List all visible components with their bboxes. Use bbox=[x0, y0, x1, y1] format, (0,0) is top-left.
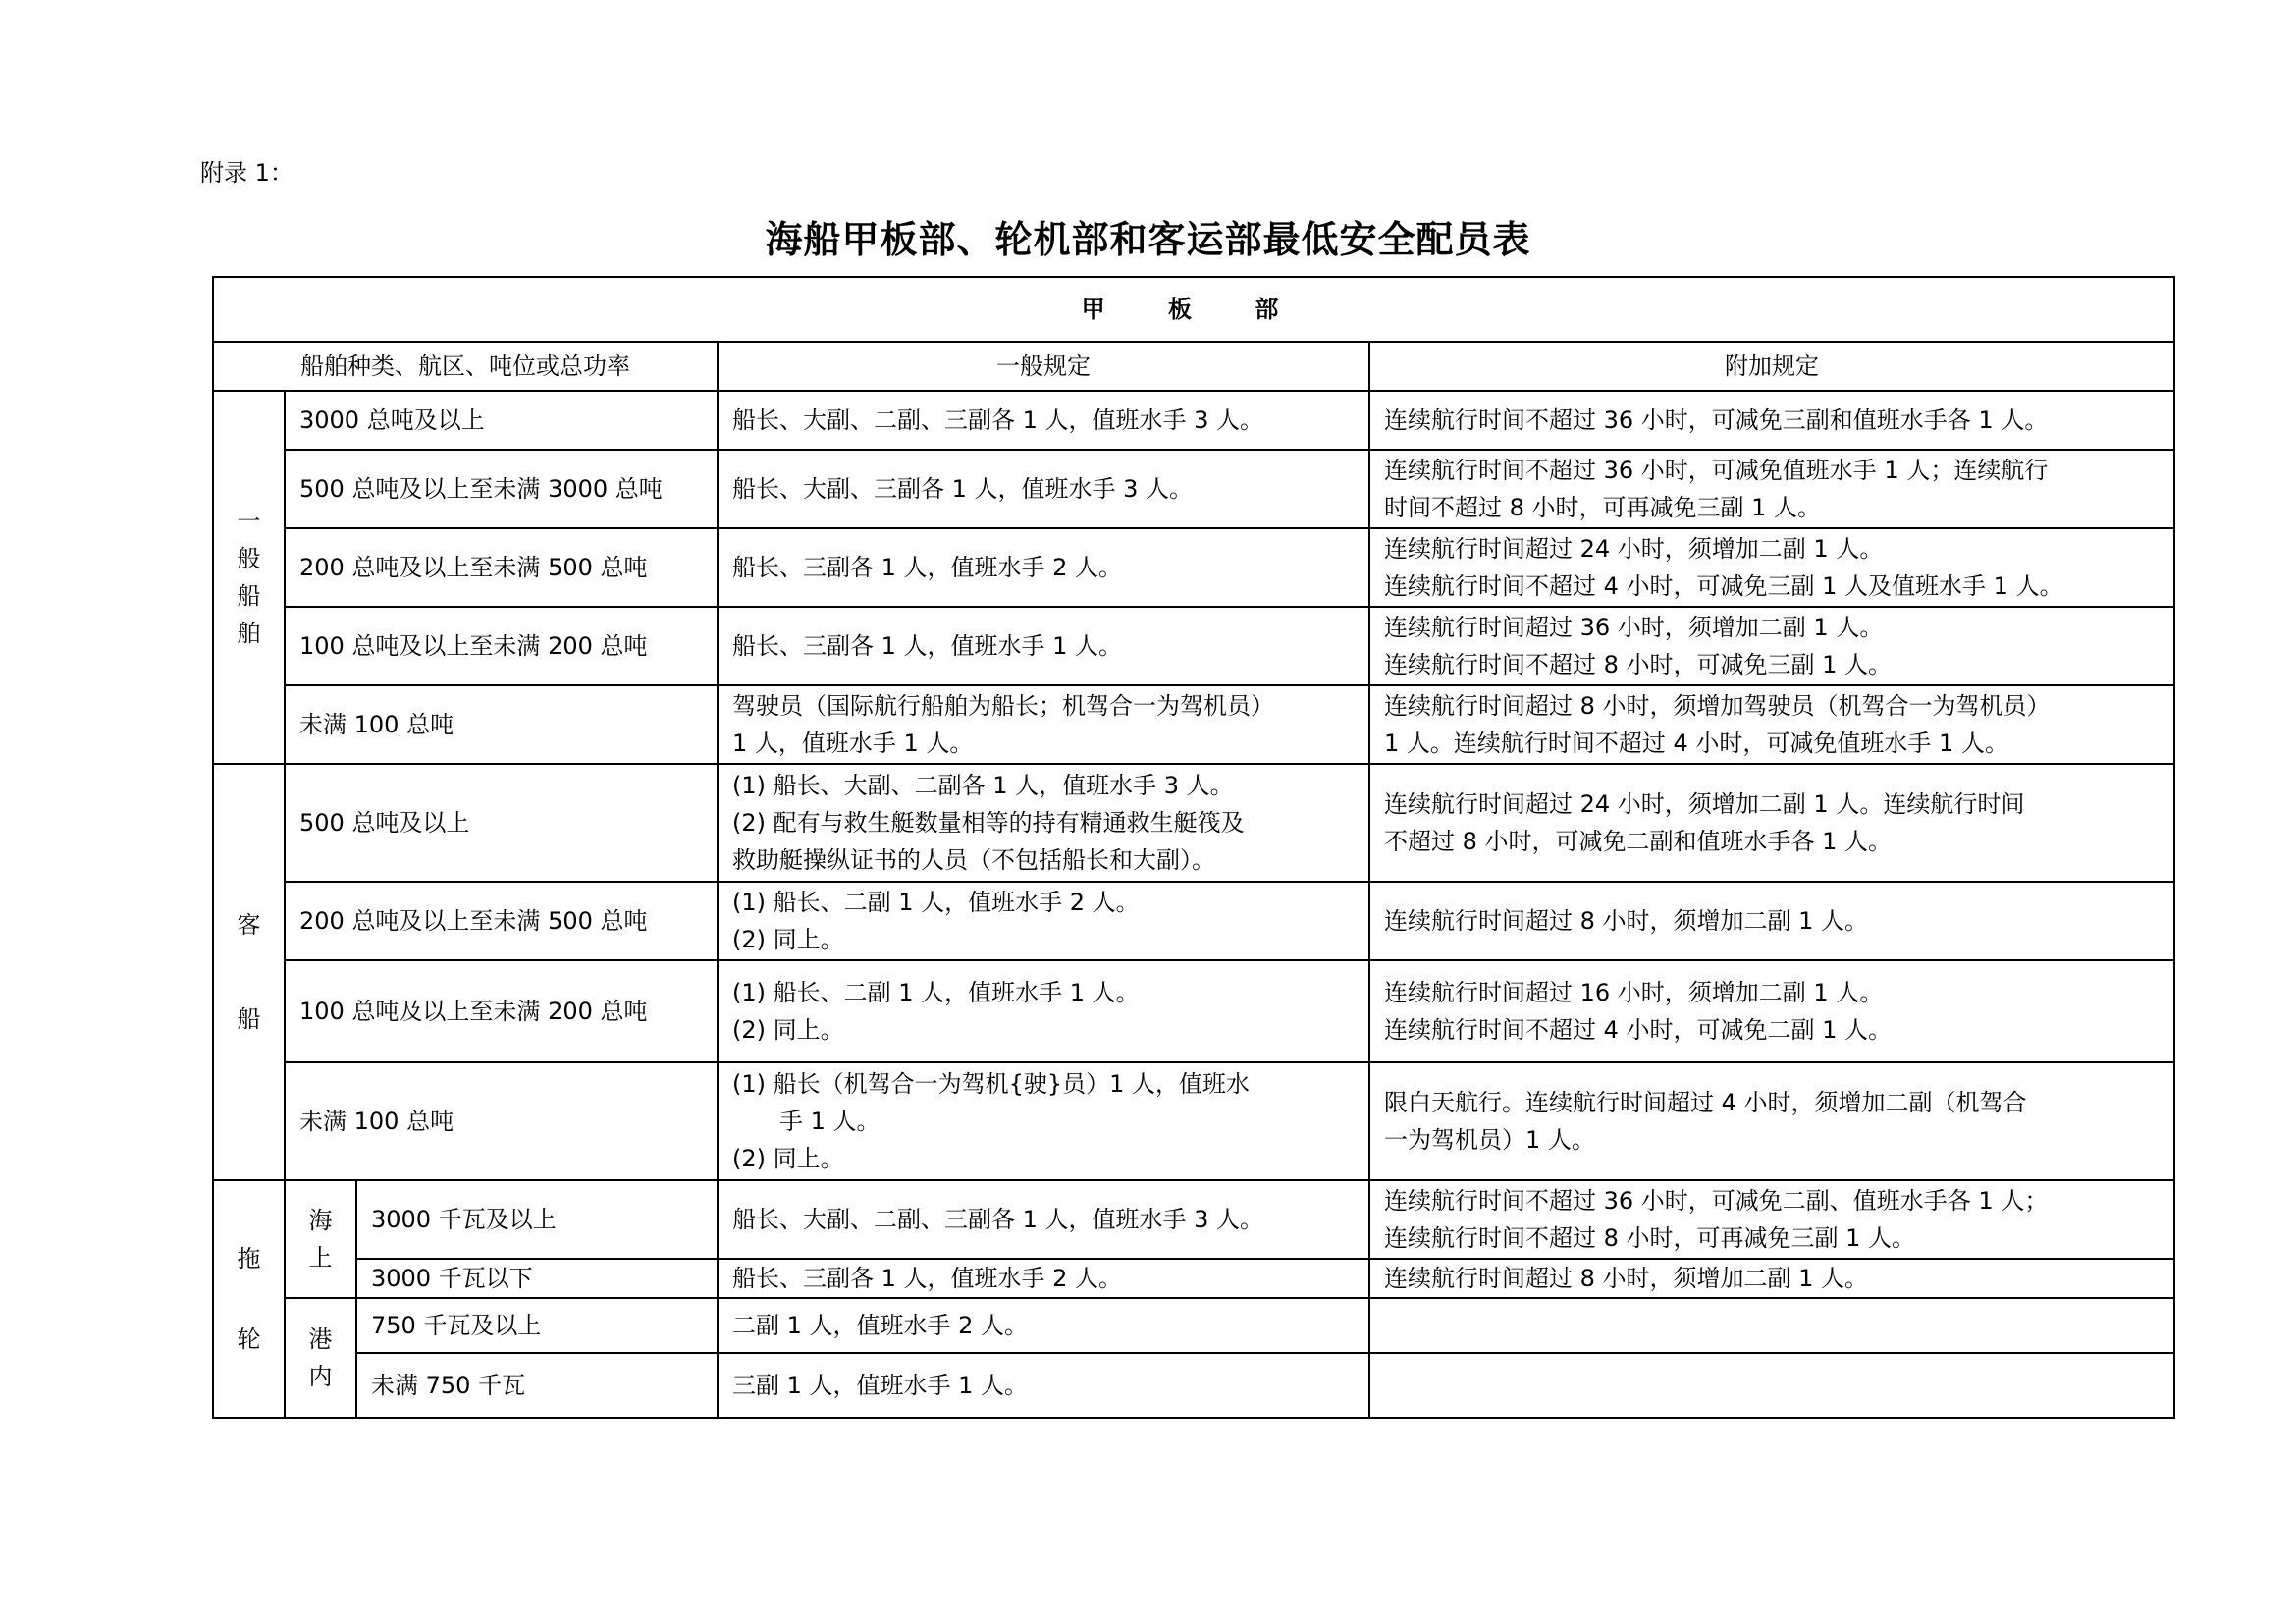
rule-line: 连续航行时间超过 8 小时，须增加驾驶员（机驾合一为驾机员） bbox=[1384, 692, 2051, 720]
section-header-text: 甲 板 部 bbox=[1081, 296, 1307, 323]
tonnage-cell: 200 总吨及以上至未满 500 总吨 bbox=[285, 528, 718, 607]
rule-line: 连续航行时间不超过 36 小时，可减免三副和值班水手各 1 人。 bbox=[1384, 406, 2049, 434]
additional-rule-cell bbox=[1369, 882, 2174, 960]
additional-rule-cell bbox=[1369, 764, 2174, 882]
tonnage-cell: 100 总吨及以上至未满 200 总吨 bbox=[285, 607, 718, 685]
table-row bbox=[213, 1062, 2174, 1180]
rule-line: (2) 同上。 bbox=[732, 1016, 844, 1044]
rule-line: 连续航行时间不超过 36 小时，可减免值班水手 1 人；连续航行 bbox=[1384, 457, 2049, 484]
table-row bbox=[213, 1180, 2174, 1259]
col-header-additional: 附加规定 bbox=[1369, 342, 2174, 391]
category-char: 拖 bbox=[237, 1245, 261, 1272]
rule-line: 连续航行时间超过 8 小时，须增加二副 1 人。 bbox=[1384, 1265, 1869, 1292]
category-char: 船 bbox=[237, 1005, 261, 1033]
rule-line: (2) 同上。 bbox=[732, 1145, 844, 1172]
rule-line: (1) 船长、二副 1 人，值班水手 2 人。 bbox=[732, 889, 1140, 916]
rule-line: 三副 1 人，值班水手 1 人。 bbox=[732, 1372, 1029, 1399]
table-row bbox=[213, 882, 2174, 960]
rule-line: (1) 船长（机驾合一为驾机{驶}员）1 人，值班水 bbox=[732, 1070, 1251, 1098]
tonnage-cell: 100 总吨及以上至未满 200 总吨 bbox=[285, 960, 718, 1062]
tonnage-cell: 未满 100 总吨 bbox=[285, 1062, 718, 1180]
category-char: 一 bbox=[237, 508, 261, 535]
general-rule-cell bbox=[718, 960, 1369, 1062]
rule-line: 船长、大副、三副各 1 人，值班水手 3 人。 bbox=[732, 475, 1194, 503]
table-row bbox=[213, 1259, 2174, 1298]
additional-rule-cell bbox=[1369, 1062, 2174, 1180]
rule-line: (2) 配有与救生艇数量相等的持有精通救生艇筏及 bbox=[732, 809, 1245, 837]
rule-line: 手 1 人。 bbox=[779, 1108, 881, 1135]
additional-rule-cell bbox=[1369, 960, 2174, 1062]
rule-line: (2) 同上。 bbox=[732, 926, 844, 953]
additional-rule-cell bbox=[1369, 607, 2174, 685]
subcategory-char: 上 bbox=[308, 1244, 333, 1272]
rule-line: 船长、大副、二副、三副各 1 人，值班水手 3 人。 bbox=[732, 406, 1264, 434]
category-char: 轮 bbox=[237, 1326, 261, 1353]
section-header bbox=[213, 277, 2174, 342]
table-row bbox=[213, 685, 2174, 764]
additional-rule-cell bbox=[1369, 450, 2174, 528]
rule-line: 不超过 8 小时，可减免二副和值班水手各 1 人。 bbox=[1384, 828, 1893, 855]
tonnage-cell: 500 总吨及以上 bbox=[285, 764, 718, 882]
power-cell: 3000 千瓦及以上 bbox=[356, 1180, 718, 1259]
rule-line: 限白天航行。连续航行时间超过 4 小时，须增加二副（机驾合 bbox=[1384, 1089, 2027, 1116]
rule-line: 连续航行时间超过 24 小时，须增加二副 1 人。 bbox=[1384, 535, 1884, 563]
rule-line: 时间不超过 8 小时，可再减免三副 1 人。 bbox=[1384, 494, 1822, 521]
tonnage-cell: 3000 总吨及以上 bbox=[285, 391, 718, 450]
general-rule-cell bbox=[718, 528, 1369, 607]
additional-rule-cell bbox=[1369, 1180, 2174, 1259]
col-header-general: 一般规定 bbox=[718, 342, 1369, 391]
rule-line: 船长、大副、二副、三副各 1 人，值班水手 3 人。 bbox=[732, 1206, 1264, 1233]
page-title: 海船甲板部、轮机部和客运部最低安全配员表 bbox=[765, 218, 1531, 261]
rule-line: 连续航行时间超过 36 小时，须增加二副 1 人。 bbox=[1384, 614, 1884, 641]
rule-line: 1 人，值班水手 1 人。 bbox=[732, 730, 974, 757]
rule-line: 一为驾机员）1 人。 bbox=[1384, 1126, 1595, 1154]
table-row bbox=[213, 607, 2174, 685]
rule-line: 1 人。连续航行时间不超过 4 小时，可减免值班水手 1 人。 bbox=[1384, 730, 2008, 757]
additional-rule-cell bbox=[1369, 528, 2174, 607]
rule-line: 二副 1 人，值班水手 2 人。 bbox=[732, 1312, 1029, 1339]
general-rule-cell bbox=[718, 607, 1369, 685]
appendix-label: 附录 1： bbox=[200, 159, 294, 187]
rule-line: (1) 船长、二副 1 人，值班水手 1 人。 bbox=[732, 979, 1140, 1006]
rule-line: 连续航行时间不超过 36 小时，可减免二副、值班水手各 1 人； bbox=[1384, 1187, 2049, 1215]
additional-rule-cell bbox=[1369, 685, 2174, 764]
additional-rule-cell bbox=[1369, 391, 2174, 450]
subcategory-sea bbox=[285, 1180, 356, 1298]
category-char: 船 bbox=[237, 582, 261, 610]
col-header-type: 船舶种类、航区、吨位或总功率 bbox=[213, 342, 718, 391]
category-tugboats bbox=[213, 1180, 285, 1418]
additional-rule-cell bbox=[1369, 1353, 2174, 1418]
rule-line: 连续航行时间不超过 4 小时，可减免二副 1 人。 bbox=[1384, 1016, 1893, 1044]
power-cell: 3000 千瓦以下 bbox=[356, 1259, 718, 1298]
general-rule-cell bbox=[718, 882, 1369, 960]
power-cell: 未满 750 千瓦 bbox=[356, 1353, 718, 1418]
subcategory-port bbox=[285, 1298, 356, 1418]
general-rule-cell bbox=[718, 391, 1369, 450]
rule-line: 救助艇操纵证书的人员（不包括船长和大副）。 bbox=[732, 846, 1215, 874]
column-header-row bbox=[213, 342, 2174, 391]
rule-line: 船长、三副各 1 人，值班水手 1 人。 bbox=[732, 632, 1123, 660]
table-row bbox=[213, 391, 2174, 450]
rule-line: 船长、三副各 1 人，值班水手 2 人。 bbox=[732, 1265, 1123, 1292]
table-row bbox=[213, 960, 2174, 1062]
section-header-row bbox=[213, 277, 2174, 342]
general-rule-cell bbox=[718, 1353, 1369, 1418]
category-passenger-ships bbox=[213, 764, 285, 1180]
subcategory-char: 海 bbox=[308, 1207, 333, 1234]
additional-rule-cell bbox=[1369, 1298, 2174, 1353]
rule-line: 连续航行时间超过 16 小时，须增加二副 1 人。 bbox=[1384, 979, 1884, 1006]
category-char: 客 bbox=[237, 911, 261, 939]
general-rule-cell bbox=[718, 764, 1369, 882]
table-row bbox=[213, 528, 2174, 607]
general-rule-cell bbox=[718, 1259, 1369, 1298]
tonnage-cell: 500 总吨及以上至未满 3000 总吨 bbox=[285, 450, 718, 528]
table-row bbox=[213, 1353, 2174, 1418]
category-general-ships bbox=[213, 391, 285, 764]
table-row bbox=[213, 764, 2174, 882]
rule-line: 连续航行时间不超过 4 小时，可减免三副 1 人及值班水手 1 人。 bbox=[1384, 572, 2063, 600]
general-rule-cell bbox=[718, 1180, 1369, 1259]
rule-line: 连续航行时间超过 24 小时，须增加二副 1 人。连续航行时间 bbox=[1384, 790, 2025, 818]
power-cell: 750 千瓦及以上 bbox=[356, 1298, 718, 1353]
general-rule-cell bbox=[718, 685, 1369, 764]
category-char: 舶 bbox=[237, 620, 261, 647]
additional-rule-cell bbox=[1369, 1259, 2174, 1298]
general-rule-cell bbox=[718, 450, 1369, 528]
category-char: 般 bbox=[237, 545, 261, 572]
tonnage-cell: 未满 100 总吨 bbox=[285, 685, 718, 764]
rule-line: 驾驶员（国际航行船舶为船长；机驾合一为驾机员） bbox=[732, 692, 1274, 720]
subcategory-char: 港 bbox=[308, 1326, 333, 1353]
general-rule-cell bbox=[718, 1298, 1369, 1353]
tonnage-cell: 200 总吨及以上至未满 500 总吨 bbox=[285, 882, 718, 960]
rule-line: 连续航行时间不超过 8 小时，可减免三副 1 人。 bbox=[1384, 651, 1893, 678]
rule-line: 连续航行时间不超过 8 小时，可再减免三副 1 人。 bbox=[1384, 1224, 1916, 1252]
rule-line: 船长、三副各 1 人，值班水手 2 人。 bbox=[732, 554, 1123, 581]
rule-line: 连续航行时间超过 8 小时，须增加二副 1 人。 bbox=[1384, 907, 1869, 935]
manning-table bbox=[212, 276, 2175, 1419]
table-row bbox=[213, 1298, 2174, 1353]
subcategory-char: 内 bbox=[308, 1363, 333, 1390]
general-rule-cell bbox=[718, 1062, 1369, 1180]
table-row bbox=[213, 450, 2174, 528]
rule-line: (1) 船长、大副、二副各 1 人，值班水手 3 人。 bbox=[732, 772, 1234, 799]
